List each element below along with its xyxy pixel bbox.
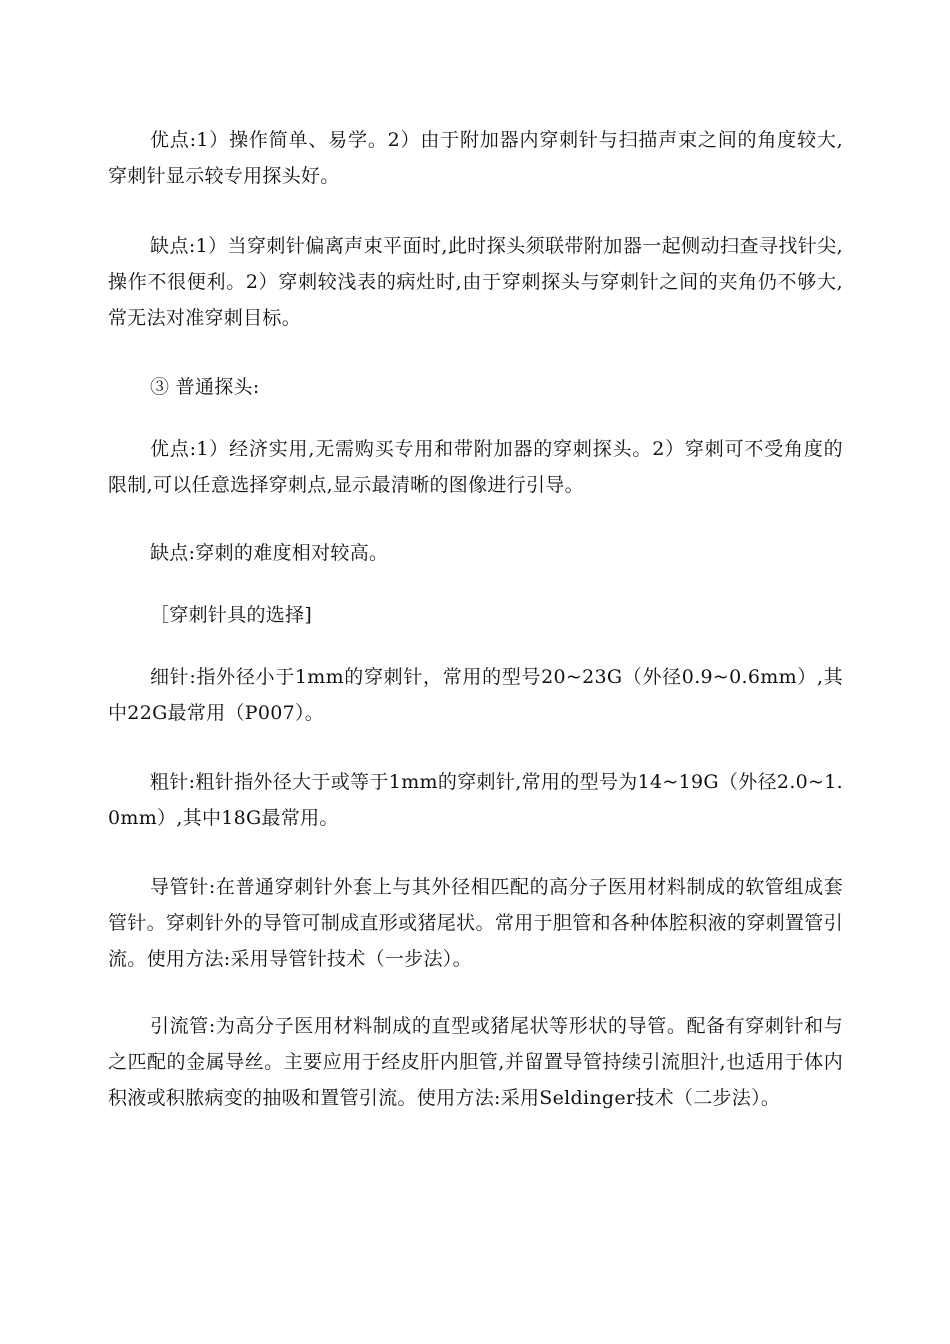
- paragraph-disadvantages-attachment: 缺点:1）当穿刺针偏离声束平面时,此时探头须联带附加器一起侧动扫查寻找针尖,操作不很便利。2）穿刺较浅表的病灶时,由于穿刺探头与穿刺针之间的夹角仍不够大,常无法对准穿刺目标。: [108, 235, 843, 329]
- paragraph-needle-selection-heading: ［穿刺针具的选择]: [150, 604, 313, 626]
- paragraph-ordinary-probe-heading: ③ 普通探头:: [150, 376, 260, 398]
- paragraph-advantages-attachment: 优点:1）操作简单、易学。2）由于附加器内穿刺针与扫描声束之间的角度较大,穿刺针显示较专用探头好。: [108, 129, 843, 187]
- paragraph-advantages-ordinary: 优点:1）经济实用,无需购买专用和带附加器的穿刺探头。2）穿刺可不受角度的限制,可以任意选择穿刺点,显示最清晰的图像进行引导。: [108, 438, 843, 496]
- paragraph-drainage-tube: 引流管:为高分子医用材料制成的直型或猪尾状等形状的导管。配备有穿刺针和与之匹配的金属导丝。主要应用于经皮肝内胆管,并留置导管持续引流胆汁,也适用于体内积液或积脓病变的抽吸和置管引流。使用方法:采用Seldinger技术（二步法）。: [108, 1015, 843, 1109]
- paragraph-disadvantages-ordinary: 缺点:穿刺的难度相对较高。: [150, 542, 389, 564]
- paragraph-fine-needle: 细针:指外径小于1mm的穿刺针，常用的型号20~23G（外径0.9~0.6mm）,其中22G最常用（P007）。: [108, 666, 843, 724]
- paragraph-catheter-needle: 导管针:在普通穿刺针外套上与其外径相匹配的高分子医用材料制成的软管组成套管针。穿刺针外的导管可制成直形或猪尾状。常用于胆管和各种体腔积液的穿刺置管引流。使用方法:采用导管针技术（一步法）。: [108, 876, 843, 970]
- paragraph-thick-needle: 粗针:粗针指外径大于或等于1mm的穿刺针,常用的型号为14~19G（外径2.0~1.0mm）,其中18G最常用。: [108, 771, 843, 829]
